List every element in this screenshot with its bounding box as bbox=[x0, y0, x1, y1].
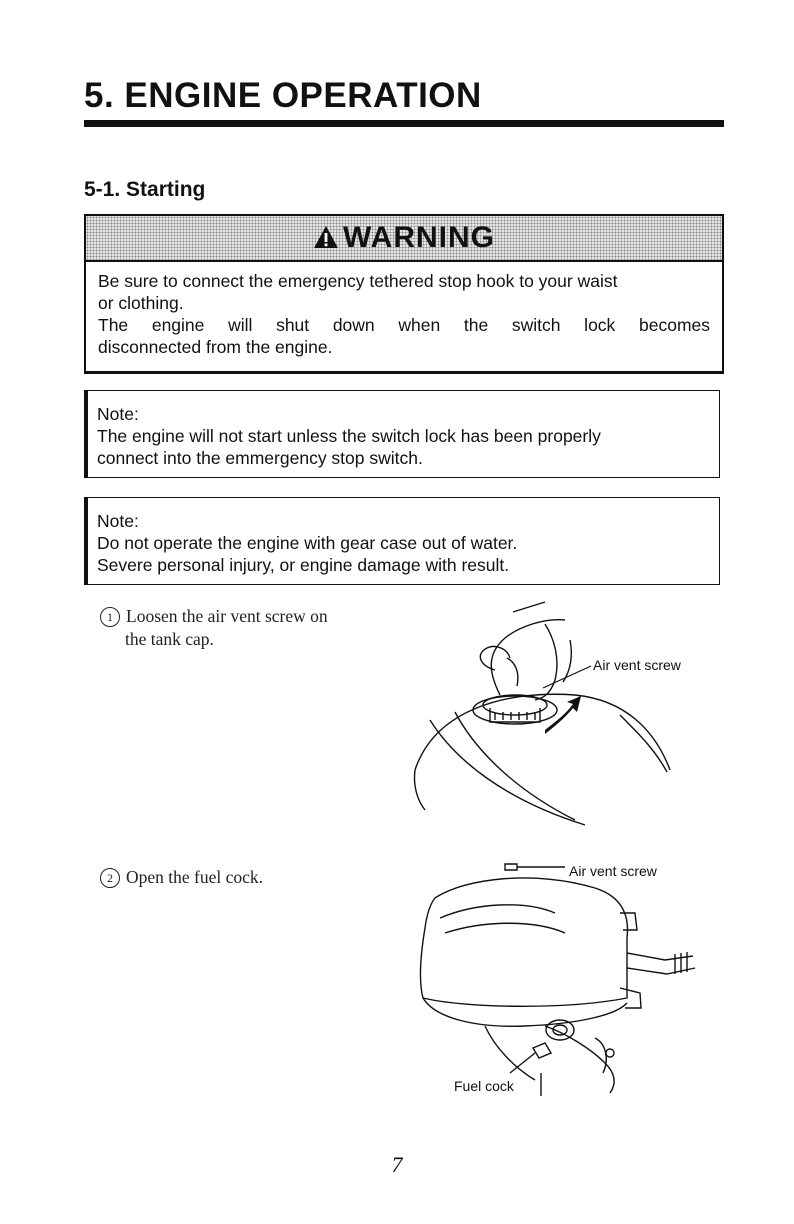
note-label: Note: bbox=[97, 511, 139, 531]
warning-box bbox=[84, 214, 724, 374]
warning-line: or clothing. bbox=[98, 293, 184, 313]
section-title: 5-1. Starting bbox=[84, 178, 206, 201]
warning-line: Be sure to connect the emergency tethered stop hook to your waist bbox=[98, 271, 618, 291]
step-number: 2 bbox=[100, 868, 120, 888]
outboard-engine-illustration bbox=[405, 858, 705, 1098]
step-1 bbox=[100, 605, 328, 651]
air-vent-screw-label-2: Air vent screw bbox=[569, 863, 657, 879]
warning-triangle-icon bbox=[313, 218, 339, 262]
title-rule bbox=[84, 120, 724, 127]
page-title: 5. ENGINE OPERATION bbox=[84, 76, 482, 115]
tank-cap-illustration bbox=[395, 600, 725, 840]
step-number: 1 bbox=[100, 607, 120, 627]
fuel-cock-label: Fuel cock bbox=[454, 1078, 514, 1094]
step-text: Open the fuel cock. bbox=[126, 867, 264, 887]
note-label: Note: bbox=[97, 404, 139, 424]
note-line: Severe personal injury, or engine damage with result. bbox=[97, 555, 510, 575]
note-box-start bbox=[84, 390, 720, 478]
step-2 bbox=[100, 866, 263, 889]
warning-header bbox=[86, 216, 722, 262]
page-number: 7 bbox=[391, 1152, 403, 1177]
warning-heading: WARNING bbox=[343, 221, 495, 254]
step-text: Loosen the air vent screw on bbox=[126, 606, 328, 626]
warning-line: The engine will shut down when the switch lock becomes bbox=[98, 315, 710, 335]
air-vent-screw-label: Air vent screw bbox=[593, 657, 681, 673]
warning-body bbox=[86, 262, 722, 358]
step-text: the tank cap. bbox=[125, 629, 214, 649]
note-line: The engine will not start unless the switch lock has been properly bbox=[97, 426, 601, 446]
note-line: connect into the emmergency stop switch. bbox=[97, 448, 423, 468]
note-box-water bbox=[84, 497, 720, 585]
warning-line: disconnected from the engine. bbox=[98, 337, 333, 357]
note-line: Do not operate the engine with gear case out of water. bbox=[97, 533, 518, 553]
